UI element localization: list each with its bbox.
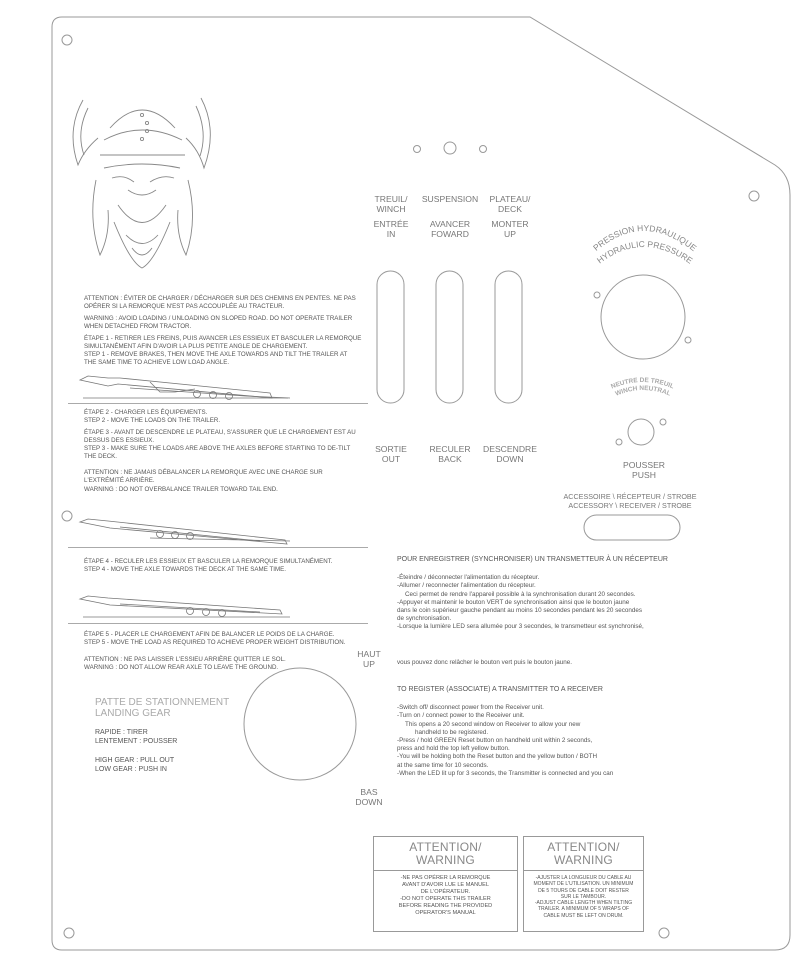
landing-up-label: HAUT UP (357, 649, 381, 669)
receiver-step: -You will be holding both the Reset button and the yellow button / BOTH (397, 753, 597, 761)
step4-en: STEP 4 - MOVE THE AXLE TOWARDS THE DECK AT THE SAME TIME. (84, 566, 286, 573)
receiver-step: vous pouvez donc relâcher le bouton vert puis le bouton jaune. (397, 659, 573, 666)
step1-en: STEP 1 - REMOVE BRAKES, THEN MOVE THE AXLE TOWARDS AND TILT THE TRAILER AT (84, 351, 348, 358)
pressure-label-fr: PRESSION HYDRAULIQUE (591, 222, 699, 254)
receiver-step: at the same time for 10 seconds. (397, 761, 489, 769)
step3-fr: ÉTAPE 3 - AVANT DE DESCENDRE LE PLATEAU, S'ASSURER QUE LE CHARGEMENT EST AU (84, 429, 356, 436)
receiver-step: -Éteindre / déconnecter l'alimentation du récepteur. (397, 574, 540, 582)
receiver-title-fr: POUR ENREGISTRER (SYNCHRONISER) UN TRANSMETTEUR À UN RÉCEPTEUR (397, 556, 668, 563)
indicator-hole (480, 146, 487, 153)
warning-heading: WARNING (554, 853, 613, 867)
landing-down-label: BAS DOWN (355, 787, 383, 807)
indicator-hole (444, 142, 456, 154)
warning-box-manual (373, 836, 518, 932)
deck-down-label: DESCENDRE DOWN (483, 444, 537, 464)
pressure-gauge-hole (601, 275, 685, 359)
receiver-step: This opens a 20 second window on Receiver to allow your new (405, 720, 581, 728)
warning-line: SUR LE TAMBOUR. (560, 893, 607, 900)
mounting-hole (659, 928, 669, 938)
mounting-hole (749, 191, 759, 201)
attention-text: ATTENTION : NE PAS LAISSER L'ESSIEU ARRIÈRE QUITTER LE SOL. (84, 656, 286, 663)
mounting-hole (62, 35, 72, 45)
attention-text: OPÉRER SI LA REMORQUE N'EST PAS ACCOUPLÉE AU TRACTEUR. (84, 303, 285, 310)
step1-en: THE SAME TIME TO ACHIEVE LOW LOAD ANGLE. (84, 359, 230, 366)
step4-fr: ÉTAPE 4 - RECULER LES ESSIEUX ET BASCULER LA REMORQUE SIMULTANÉMENT. (84, 558, 333, 565)
winch-label: TREUIL/ WINCH (374, 194, 408, 214)
warning-heading: WARNING (416, 853, 475, 867)
warning-line: -DO NOT OPERATE THIS TRAILER (400, 896, 491, 902)
mounting-hole (594, 292, 600, 298)
warning-line: DE L'OPÉRATEUR. (420, 889, 471, 895)
suspension-lever-slot[interactable] (436, 271, 463, 403)
suspension-forward-label: AVANCER FOWARD (429, 219, 471, 239)
panel-outline (52, 17, 790, 950)
indicator-hole (414, 146, 421, 153)
landing-gear-fr: RAPIDE : TIRER LENTEMENT : POUSSER (95, 729, 178, 745)
warning-line: DE 5 TOURS DE CABLE DOIT RESTER (538, 887, 629, 894)
warning-line: AVANT D'AVOIR LUE LE MANUEL (401, 882, 490, 888)
landing-gear-title: PATTE DE STATIONNEMENT LANDING GEAR (95, 697, 230, 719)
receiver-step: -Allumer / reconnecter l'alimentation du récepteur. (397, 582, 536, 590)
step3-fr: DESSUS DES ESSIEUX. (84, 437, 155, 444)
mounting-hole (660, 419, 666, 425)
warning-line: -AJUSTER LA LONGUEUR DU CABLE AU (535, 875, 632, 881)
winch-neutral-push-button[interactable] (628, 419, 654, 445)
warning-text: WHEN DETACHED FROM TRACTOR. (84, 323, 192, 330)
pressure-label-en: HYDRAULIC PRESSURE (594, 238, 695, 266)
deck-lever-slot[interactable] (495, 271, 522, 403)
step5-en: STEP 5 - MOVE THE LOAD AS REQUIRED TO ACHIEVE PROPER WEIGHT DISTRIBUTION. (84, 639, 346, 646)
step1-fr: SIMULTANÉMENT AFIN D'AVOIR LA PLUS PETITE ANGLE DE CHARGEMENT. (84, 343, 308, 350)
deck-label: PLATEAU/ DECK (489, 194, 531, 214)
winch-neutral-label-fr: NEUTRE DE TREUIL (610, 376, 675, 391)
winch-lever-slot[interactable] (377, 271, 404, 403)
trailer-diagram-2 (80, 519, 290, 544)
trailer-diagram-3 (80, 596, 290, 617)
receiver-title-en: TO REGISTER (ASSOCIATE) A TRANSMITTER TO A RECEIVER (397, 686, 603, 693)
warning-box-cable (523, 836, 644, 932)
attention-text: ATTENTION : ÉVITER DE CHARGER / DÉCHARGER SUR DES CHEMINS EN PENTES. NE PAS (84, 295, 356, 302)
step3-en: THE DECK. (84, 453, 118, 460)
warning-line: -NE PAS OPÉRER LA REMORQUE (400, 875, 491, 881)
suspension-label: SUSPENSION (421, 194, 479, 204)
landing-gear-en: HIGH GEAR : PULL OUT LOW GEAR : PUSH IN (95, 757, 175, 773)
warning-text: WARNING : AVOID LOADING / UNLOADING ON SLOPED ROAD. DO NOT OPERATE TRAILER (84, 315, 353, 322)
warning-heading: ATTENTION/ (409, 840, 482, 854)
receiver-step: -Lorsque la lumière LED sera allumée pour 3 secondes, le transmetteur est synchronisé, (397, 623, 644, 631)
accessory-label: ACCESSOIRE \ RÉCEPTEUR / STROBE ACCESSORY \ RECEIVER / STROBE (563, 492, 697, 510)
warning-line: BEFORE READING THE PROVIDED (398, 903, 493, 909)
divider (68, 547, 368, 548)
viking-logo (73, 98, 210, 268)
push-label: POUSSER PUSH (622, 460, 666, 480)
step5-fr: ÉTAPE 5 - PLACER LE CHARGEMENT AFIN DE BALANCER LE POIDS DE LA CHARGE. (84, 631, 335, 638)
divider (68, 403, 368, 404)
suspension-back-label: RECULER BACK (429, 444, 471, 464)
receiver-instructions-en (397, 686, 687, 778)
receiver-step: -Switch off/ disconnect power from the Receiver unit. (397, 704, 544, 712)
divider (68, 623, 368, 624)
warning-text: WARNING : DO NOT OVERBALANCE TRAILER TOWARD TAIL END. (84, 486, 278, 493)
winch-neutral-label-en: WINCH NEUTRAL (614, 384, 672, 398)
landing-gear-crank-hole[interactable] (244, 668, 356, 780)
warning-line: TRAILER. A MINIMUM OF 5 WRAPS OF (537, 906, 630, 913)
mounting-hole (64, 928, 74, 938)
receiver-step: -Turn on / connect power to the Receiver unit. (397, 712, 525, 720)
mounting-hole (616, 439, 622, 445)
step1-fr: ÉTAPE 1 - RETIRER LES FREINS, PUIS AVANCER LES ESSIEUX ET BASCULER LA REMORQUE (84, 335, 362, 342)
step2-en: STEP 2 - MOVE THE LOADS ON THE TRAILER. (84, 417, 221, 424)
accessory-slot[interactable] (584, 515, 680, 540)
receiver-step: de synchronisation. (397, 615, 452, 623)
receiver-instructions-fr (397, 556, 687, 632)
winch-out-label: SORTIE OUT (375, 444, 407, 464)
mounting-hole (685, 337, 691, 343)
warning-line: OPERATOR'S MANUAL (415, 910, 476, 916)
attention-text: ATTENTION : NE JAMAIS DÉBALANCER LA REMORQUE AVEC UNE CHARGE SUR (84, 469, 323, 476)
attention-text: L'EXTRÉMITÉ ARRIÈRE. (84, 477, 155, 484)
mounting-hole (62, 511, 72, 521)
receiver-step: -Press / hold GREEN Reset button on handheld unit within 2 seconds, (397, 737, 593, 745)
receiver-step: press and hold the top left yellow button. (397, 745, 510, 753)
step3-en: STEP 3 - MAKE SURE THE LOADS ARE ABOVE THE AXLES BEFORE STARTING TO DE-TILT (84, 445, 351, 452)
winch-in-label: ENTRÉE IN (373, 219, 409, 239)
receiver-step: -When the LED lit up for 3 seconds, the Transmitter is connected and you can (397, 769, 614, 777)
warning-line: MOMENT DE L'UTILISATION. UN MINIMUM (533, 881, 634, 888)
deck-up-label: MONTER UP (491, 219, 529, 239)
step2-fr: ÉTAPE 2 - CHARGER LES ÉQUIPEMENTS. (84, 409, 208, 416)
receiver-step: -Appuyer et maintenir le bouton VERT de synchronisation ainsi que le bouton jaune (397, 598, 630, 606)
warning-text: WARNING : DO NOT ALLOW REAR AXLE TO LEAVE THE GROUND. (84, 664, 279, 671)
trailer-diagram-1 (80, 376, 290, 400)
receiver-step: dans le coin supérieur gauche pendant au moins 10 secondes pendant les 20 secondes (397, 607, 643, 615)
warning-heading: ATTENTION/ (547, 840, 620, 854)
receiver-step: Ceci permet de rendre l'appareil possible à la synchronisation durant 20 secondes. (405, 590, 636, 598)
receiver-step: handheld to be registered. (415, 728, 489, 736)
warning-line: CABLE MUST BE LEFT ON DRUM. (543, 912, 624, 919)
warning-line: -ADJUST CABLE LENGTH WHEN TILTING (534, 900, 633, 907)
